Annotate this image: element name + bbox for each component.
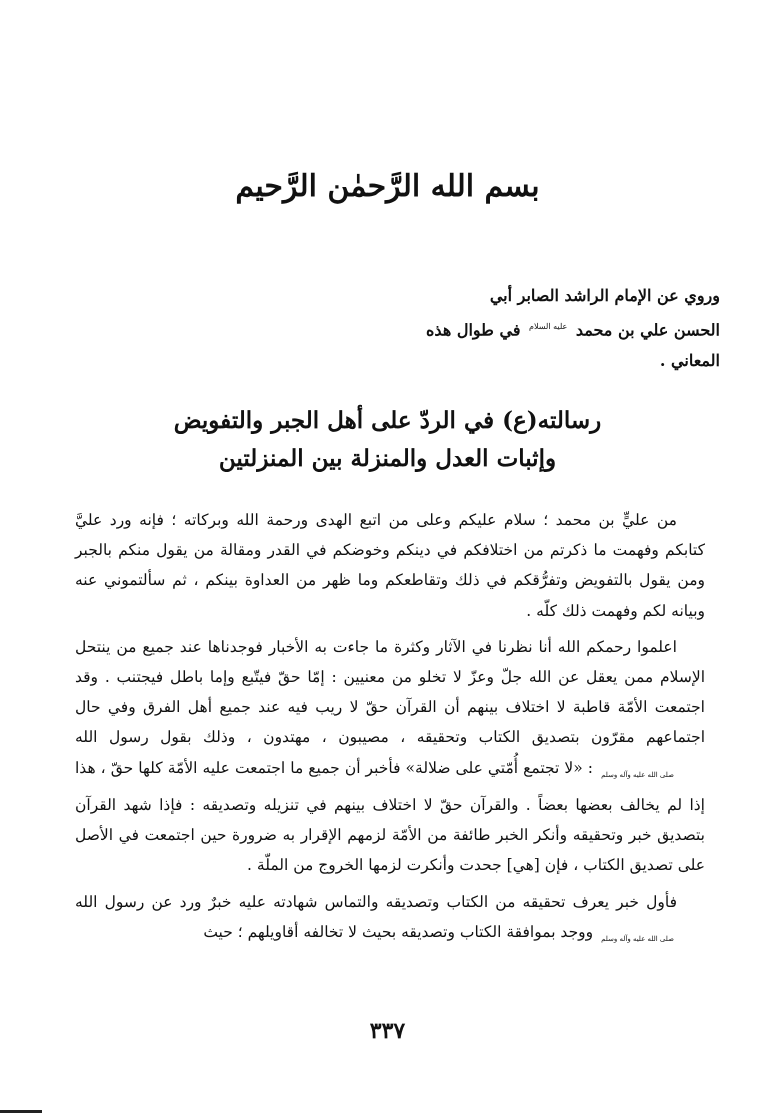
salawat-ligature: صلى الله عليه وآله وسلم (601, 770, 674, 779)
epistle-title-line-2: وإثبات العدل والمنزلة بين المنزلتين (218, 445, 557, 472)
paragraph-3-part-a: فأول خبر يعرف تحقيقه من الكتاب وتصديقه والتماس شهادته عليه خبرٌ ورد عن رسول الله (75, 892, 677, 911)
body-text (75, 505, 705, 960)
intro-line-2-end: في طوال هذه (426, 320, 521, 340)
salawat-ligature: صلى الله عليه وآله وسلم (601, 934, 674, 943)
paragraph-3 (75, 887, 705, 955)
intro-line-3: المعاني . (659, 351, 720, 371)
intro-line-1: وروي عن الإمام الراشد الصابر أبي (489, 286, 720, 305)
epistle-title (0, 402, 775, 478)
intro-line-2 (400, 311, 720, 345)
epistle-title-line-1: رسالته(ع) في الردّ على أهل الجبر والتفويض (173, 407, 602, 434)
paragraph-2-part-b: : «لا تجتمع أُمّتي على ضلالة» فأخبر أن جميع ما اجتمعت عليه الأمّة كلها حقّ ، هذا إذا لم يخالف بعضها بعضاً . والقرآن حقّ لا اختلاف بينهم في تنزيله وتصديقه : فإذا شهد القرآن بتصديق خبر وتحقيقه وأنكر الخبر طائفة من الأمّة لزمهم الإقرار به ضرورة حين اجتمعت في الأصل على تصديق الكتاب ، فإن [هي] جحدت وأنكرت لزمها الخروج من الملّة . (75, 758, 705, 875)
paragraph-3-part-b: ووجد بموافقة الكتاب وتصديقه بحيث لا تخالفه أقاويلهم ؛ حيث (203, 922, 594, 941)
paragraph-1: من عليٍّ بن محمد ؛ سلام عليكم وعلى من اتبع الهدى ورحمة الله وبركاته ؛ فإنه ورد عليَّ كتابكم وفهمت ما ذكرتم من اختلافكم في دينكم وخوضكم في القدر ومقالة من يقول منكم بالجبر ومن يقول بالتفويض وتفرُّقكم في ذلك وتقاطعكم وما ظهر من العداوة بينكم ، ثم سألتموني عنه وبيانه لكم وفهمت ذلك كلّه . (75, 511, 705, 620)
honorific-ligature: عليه السلام (529, 322, 568, 331)
intro-line-2-start: الحسن علي بن محمد (575, 320, 720, 340)
intro-text (400, 280, 720, 376)
page-number: ٣٣٧ (369, 1018, 406, 1044)
paragraph-2 (75, 632, 705, 881)
paragraph-2-part-a: اعلموا رحمكم الله أنا نظرنا في الآثار وكثرة ما جاءت به الأخبار فوجدناها عند جميع من ينتحل الإسلام ممن يعقل عن الله جلّ وعزّ لا تخلو من معنيين : إمّا حقّ فيتّبع وإما باطل فيجتنب . وقد اجتمعت الأمّة قاطبة لا اختلاف بينهم أن القرآن حقّ لا ريب فيه عند جميع أهل الفرق وفي حال اجتماعهم مقرّون بتصديق الكتاب وتحقيقه ، مصيبون ، مهتدون ، وذلك بقول رسول الله (75, 637, 705, 747)
scan-edge-mark (0, 1110, 42, 1113)
basmala-heading: بسم الله الرَّحمٰن الرَّحيم (235, 169, 540, 204)
